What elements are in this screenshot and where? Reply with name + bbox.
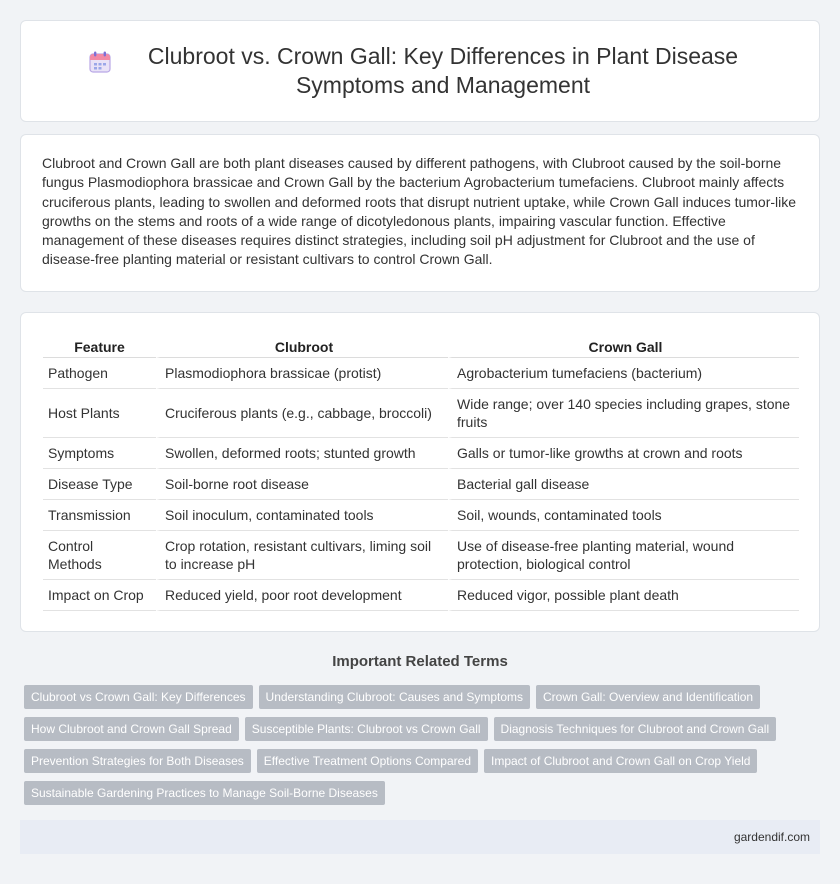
related-term-link[interactable]: Understanding Clubroot: Causes and Symptoms: [259, 685, 530, 709]
row-clubroot: Crop rotation, resistant cultivars, liming soil to increase pH: [156, 531, 448, 580]
intro-card: [20, 134, 820, 292]
footer: [20, 820, 820, 854]
header-feature: Feature: [43, 334, 156, 358]
row-feature: Control Methods: [43, 531, 156, 580]
comparison-table: [43, 334, 799, 611]
related-term-link[interactable]: Prevention Strategies for Both Diseases: [24, 749, 251, 773]
table-row: [43, 531, 799, 580]
table-row: [43, 438, 799, 469]
related-term-link[interactable]: Clubroot vs Crown Gall: Key Differences: [24, 685, 253, 709]
table-header-row: [43, 334, 799, 358]
related-terms-heading: Important Related Terms: [332, 653, 508, 670]
table-row: [43, 389, 799, 438]
row-feature: Symptoms: [43, 438, 156, 469]
row-crown-gall: Wide range; over 140 species including grapes, stone fruits: [448, 389, 799, 438]
row-clubroot: Plasmodiophora brassicae (protist): [156, 358, 448, 389]
related-term-link[interactable]: Sustainable Gardening Practices to Manage Soil-Borne Diseases: [24, 781, 385, 805]
related-term-link[interactable]: Crown Gall: Overview and Identification: [536, 685, 760, 709]
row-crown-gall: Agrobacterium tumefaciens (bacterium): [448, 358, 799, 389]
row-clubroot: Soil-borne root disease: [156, 469, 448, 500]
row-feature: Host Plants: [43, 389, 156, 438]
footer-site[interactable]: gardendif.com: [733, 830, 810, 844]
related-terms-list: [24, 685, 824, 813]
calendar-icon: [87, 49, 113, 75]
row-crown-gall: Soil, wounds, contaminated tools: [448, 500, 799, 531]
related-term-link[interactable]: Susceptible Plants: Clubroot vs Crown Gall: [245, 717, 488, 741]
row-clubroot: Soil inoculum, contaminated tools: [156, 500, 448, 531]
related-term-link[interactable]: Impact of Clubroot and Crown Gall on Crop Yield: [484, 749, 757, 773]
row-clubroot: Swollen, deformed roots; stunted growth: [156, 438, 448, 469]
header-crown-gall: Crown Gall: [448, 334, 799, 358]
intro-paragraph: Clubroot and Crown Gall are both plant diseases caused by different pathogens, with Clubroot caused by the soil-borne fungus Plasmodiophora brassicae and Crown Gall by the bacterium Agrobacterium tumefaciens. Clubroot mainly affects cruciferous plants, leading to swollen and deformed roots that disrupt nutrient uptake, while Crown Gall induces tumor-like growths on the stems and roots of a wide range of dicotyledonous plants, impairing vascular function. Effective management of these diseases requires distinct strategies, including soil pH adjustment for Clubroot and the use of disease-free planting material or resistant cultivars to control Crown Gall.: [42, 155, 797, 268]
table-row: [43, 358, 799, 389]
related-term-link[interactable]: Diagnosis Techniques for Clubroot and Crown Gall: [494, 717, 777, 741]
table-row: [43, 469, 799, 500]
related-term-link[interactable]: Effective Treatment Options Compared: [257, 749, 478, 773]
comparison-card: [20, 312, 820, 632]
table-row: [43, 500, 799, 531]
row-crown-gall: Bacterial gall disease: [448, 469, 799, 500]
page-title: Clubroot vs. Crown Gall: Key Differences in Plant Disease Symptoms and Management: [147, 43, 739, 98]
row-feature: Pathogen: [43, 358, 156, 389]
title-card: [20, 20, 820, 122]
row-feature: Impact on Crop: [43, 580, 156, 611]
row-feature: Transmission: [43, 500, 156, 531]
row-crown-gall: Use of disease-free planting material, wound protection, biological control: [448, 531, 799, 580]
row-crown-gall: Galls or tumor-like growths at crown and roots: [448, 438, 799, 469]
header-clubroot: Clubroot: [156, 334, 448, 358]
table-row: [43, 580, 799, 611]
row-feature: Disease Type: [43, 469, 156, 500]
related-term-link[interactable]: How Clubroot and Crown Gall Spread: [24, 717, 239, 741]
row-clubroot: Reduced yield, poor root development: [156, 580, 448, 611]
row-clubroot: Cruciferous plants (e.g., cabbage, broccoli): [156, 389, 448, 438]
row-crown-gall: Reduced vigor, possible plant death: [448, 580, 799, 611]
